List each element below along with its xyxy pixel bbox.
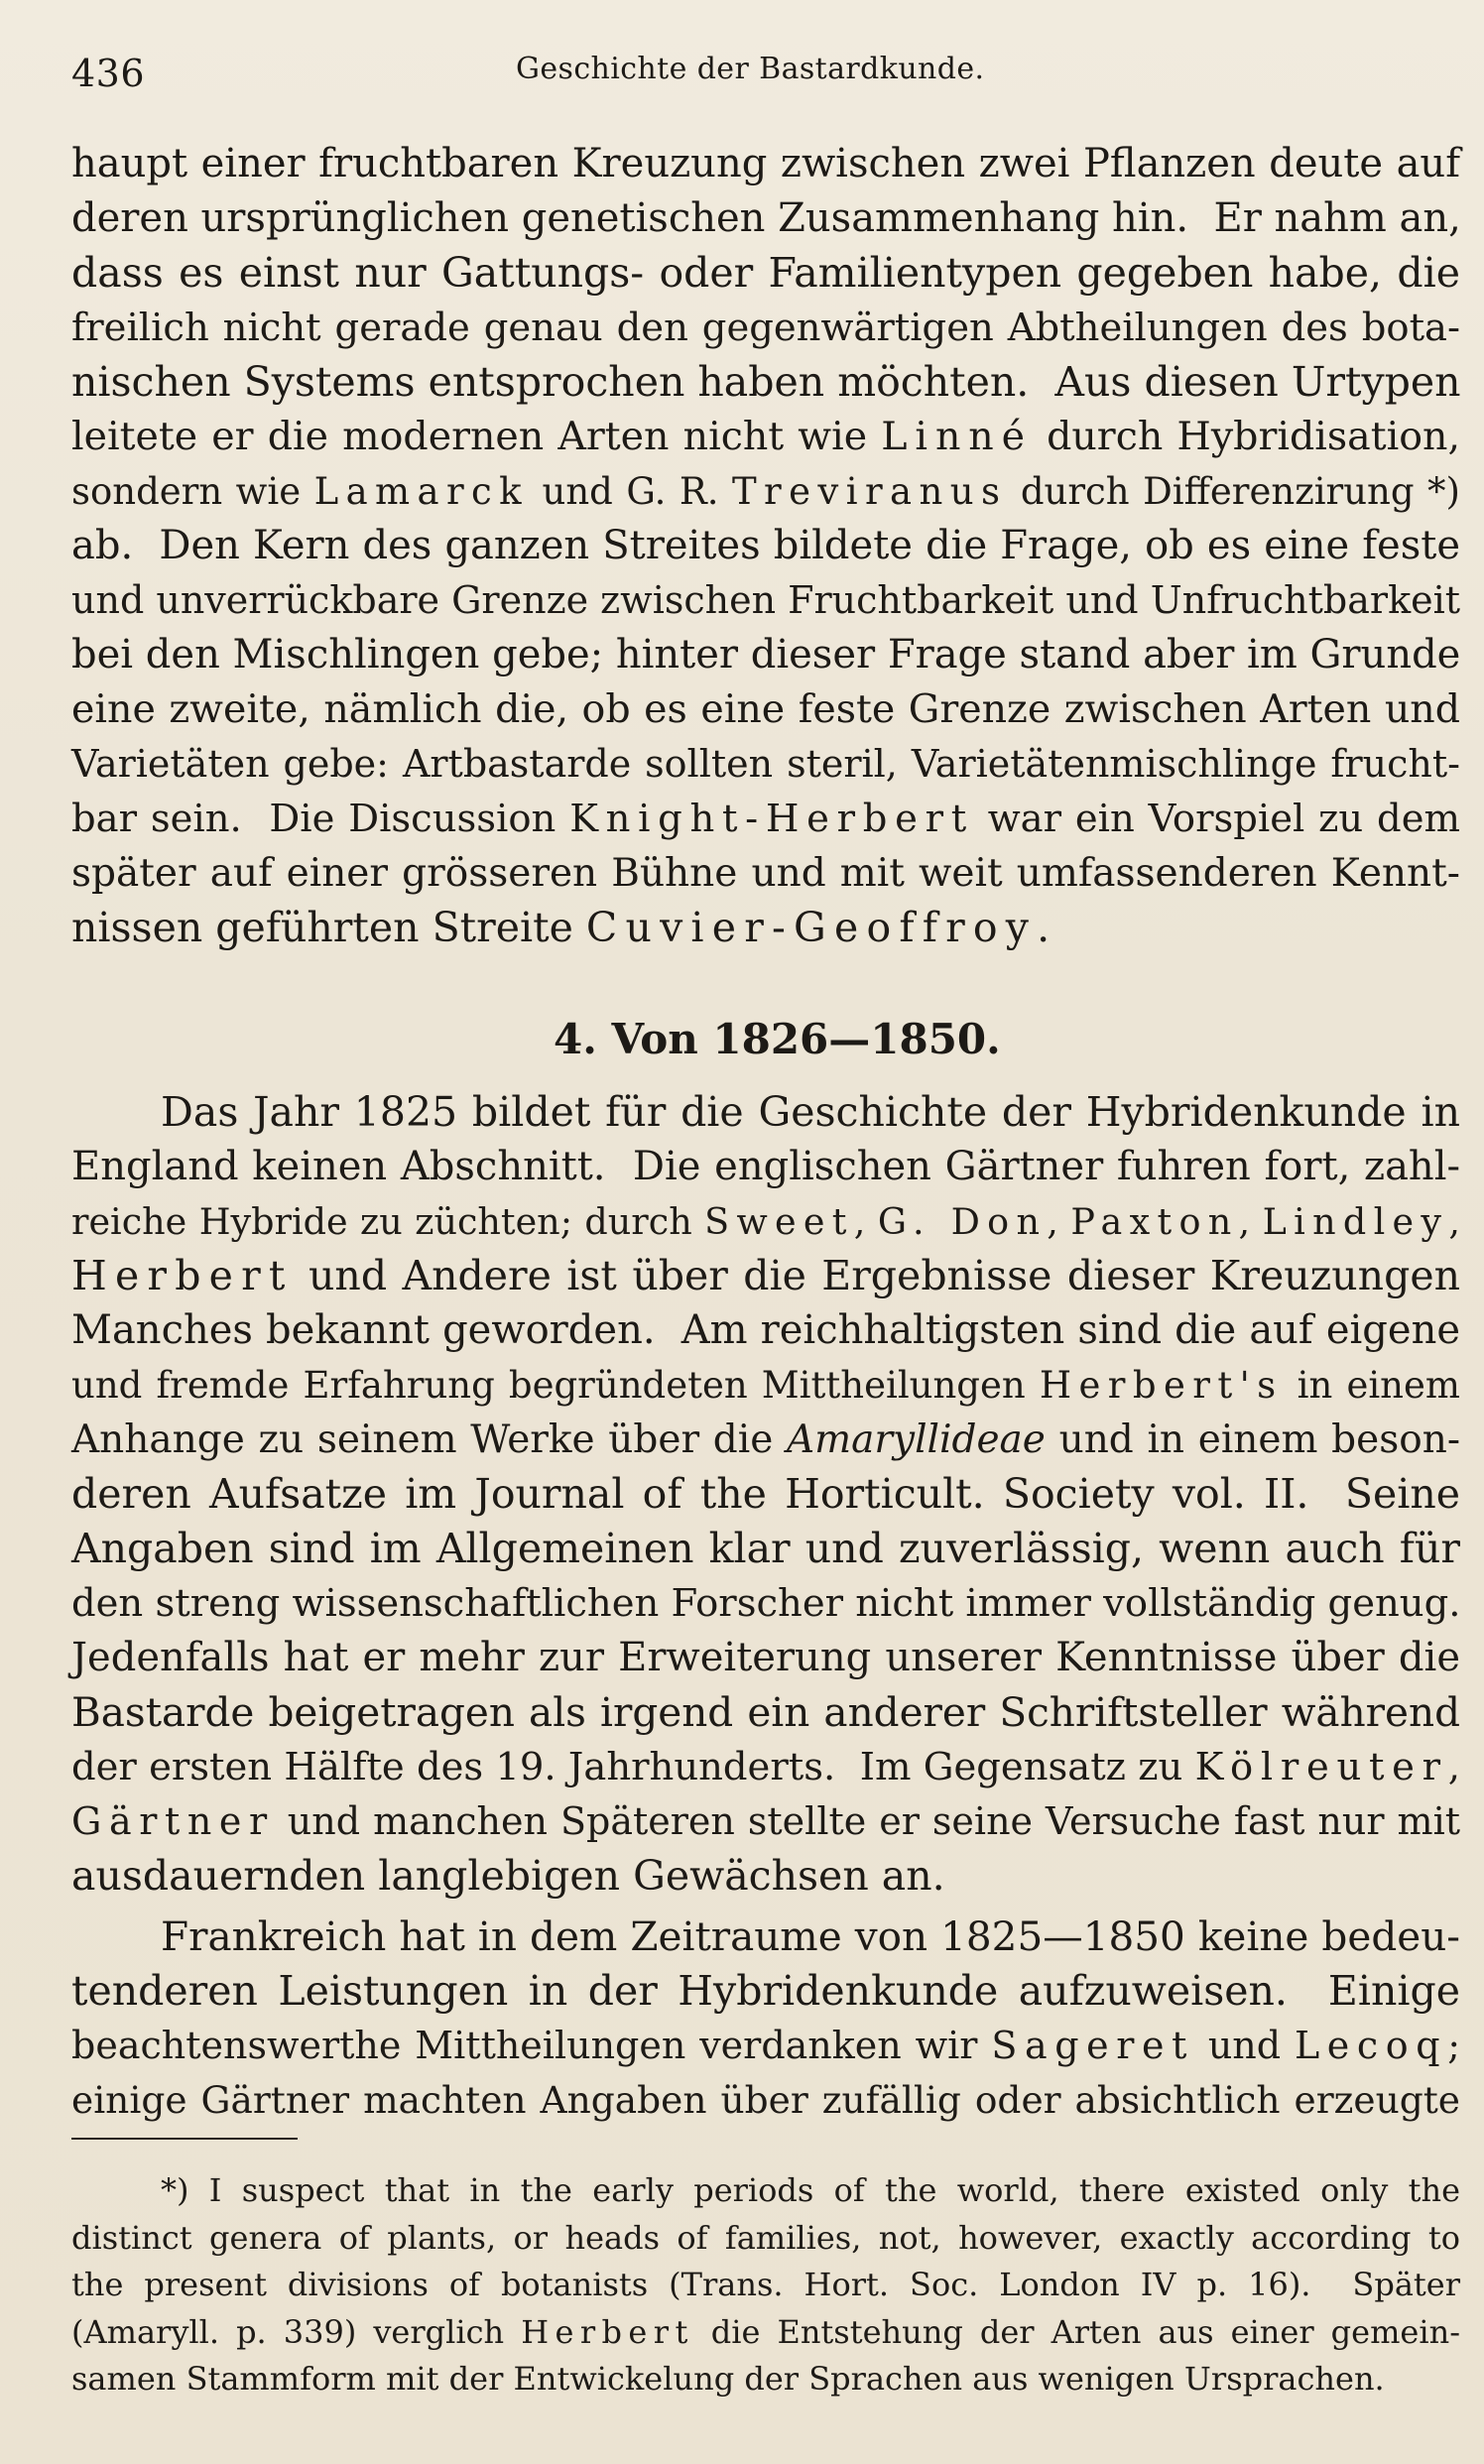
paragraph-1: [71, 137, 1460, 955]
text-line: tenderen Leistungen in der Hybridenkunde aufzuweisen. Einige: [71, 1967, 1460, 2015]
text-line: dass es einst nur Gattungs- oder Familientypen gegeben habe, die: [71, 249, 1460, 297]
text-line: später auf einer grösseren Bühne und mit weit umfassenderen Kennt-: [71, 851, 1460, 896]
footnote-line: (Amaryll. p. 339) verglich Herbert die Entstehung der Arten aus einer gemein-: [71, 2312, 1461, 2351]
text-line: freilich nicht gerade genau den gegenwärtigen Abtheilungen des bota-: [71, 306, 1460, 350]
person-name: Herbert: [71, 1252, 294, 1299]
text-line: sondern wie Lamarck und G. R. Treviranus durch Differenzirung *): [71, 470, 1460, 513]
footnote-line: *) I suspect that in the early periods of the world, there existed only the: [161, 2171, 1460, 2209]
text-line: und unverrückbare Grenze zwischen Fruchtbarkeit und Unfruchtbarkeit: [71, 578, 1461, 622]
section-heading: 4. Von 1826—1850.: [554, 1015, 1001, 1063]
text-line: Herbert und Andere ist über die Ergebnisse dieser Kreuzungen: [71, 1252, 1460, 1299]
person-name: Sageret: [991, 2024, 1194, 2067]
text-line: Manches bekannt geworden. Am reichhaltigsten sind die auf eigene: [71, 1307, 1460, 1353]
text-line: nischen Systems entsprochen haben möchten. Aus diesen Urtypen: [71, 358, 1461, 406]
paragraph-2: [71, 1085, 1460, 1904]
person-name: Lindley: [1262, 1200, 1449, 1243]
text-line: Frankreich hat in dem Zeitraume von 1825—1850 keine bedeu-: [161, 1912, 1460, 1960]
person-name: Lamarck: [313, 470, 529, 513]
page-header: [71, 52, 1440, 101]
text-line: Gärtner und manchen Späteren stellte er seine Versuche fast nur mit: [71, 1799, 1460, 1843]
text-line: den streng wissenschaftlichen Forscher nicht immer vollständig genug.: [71, 1581, 1461, 1626]
person-name: Lecoq: [1294, 2024, 1448, 2067]
person-name: G. Don: [877, 1200, 1048, 1243]
person-name: Kölreuter: [1194, 1745, 1448, 1789]
text-line: Bastarde beigetragen als irgend ein anderer Schriftsteller während: [71, 1688, 1460, 1736]
text-line: Anhange zu seinem Werke über die Amaryllideae und in einem beson-: [71, 1417, 1460, 1462]
text-line: Angaben sind im Allgemeinen klar und zuverlässig, wenn auch für: [71, 1525, 1460, 1572]
person-name: Herbert's: [1039, 1364, 1284, 1407]
text-line: und fremde Erfahrung begründeten Mittheilungen Herbert's in einem: [71, 1364, 1460, 1407]
text-line: beachtenswerthe Mittheilungen verdanken wir Sageret und Lecoq;: [71, 2024, 1460, 2067]
person-name: Sweet: [704, 1200, 854, 1243]
taxon-name: Amaryllideae: [787, 1417, 1046, 1462]
footnote-line: distinct genera of plants, or heads of families, not, however, exactly according to: [71, 2218, 1460, 2257]
text-line: bei den Mischlingen gebe; hinter dieser Frage stand aber im Grunde: [71, 632, 1461, 678]
text-line: ausdauernden langlebigen Gewächsen an.: [71, 1852, 945, 1900]
text-line: Varietäten gebe: Artbastarde sollten steril, Varietätenmischlinge frucht-: [71, 742, 1460, 786]
person-name: Treviranus: [731, 470, 1008, 513]
text-line: deren ursprünglichen genetischen Zusammenhang hin. Er nahm an,: [71, 195, 1461, 241]
person-name: Knight-Herbert: [569, 797, 974, 841]
text-line: eine zweite, nämlich die, ob es eine feste Grenze zwischen Arten und: [71, 686, 1460, 732]
text-line: Jedenfalls hat er mehr zur Erweiterung unserer Kenntnisse über die: [71, 1635, 1460, 1680]
text-line: der ersten Hälfte des 19. Jahrhunderts. Im Gegensatz zu Kölreuter,: [71, 1745, 1460, 1789]
footnote-line: the present divisions of botanists (Trans. Hort. Soc. London IV p. 16). Später: [71, 2266, 1460, 2303]
text-line: einige Gärtner machten Angaben über zufällig oder absichtlich erzeugte: [71, 2078, 1460, 2122]
footnote-divider: [71, 2138, 298, 2140]
footnote-line: samen Stammform mit der Entwickelung der Sprachen aus wenigen Ursprachen.: [71, 2360, 1385, 2398]
text-line: nissen geführten Streite Cuvier-Geoffroy.: [71, 904, 1051, 951]
text-line: England keinen Abschnitt. Die englischen Gärtner fuhren fort, zahl-: [71, 1144, 1460, 1189]
text-line: bar sein. Die Discussion Knight-Herbert war ein Vorspiel zu dem: [71, 797, 1460, 841]
text-line: haupt einer fruchtbaren Kreuzung zwischen zwei Pflanzen deute auf: [71, 141, 1460, 186]
person-name: Herbert: [521, 2312, 694, 2351]
text-line: deren Aufsatze im Journal of the Horticult. Society vol. II. Seine: [71, 1470, 1460, 1518]
text-line: ab. Den Kern des ganzen Streites bildete die Frage, ob es eine feste: [71, 523, 1460, 568]
text-line: reiche Hybride zu züchten; durch Sweet, G. Don, Paxton, Lindley,: [71, 1200, 1460, 1243]
person-name: Paxton: [1070, 1200, 1239, 1243]
running-title: Geschichte der Bastardkunde.: [516, 52, 985, 86]
person-name: Gärtner: [71, 1799, 275, 1843]
page-number: 436: [71, 52, 146, 95]
person-name: Cuvier-Geoffroy: [585, 904, 1038, 951]
footnote: [71, 2167, 1460, 2403]
text-line: Das Jahr 1825 bildet für die Geschichte der Hybridenkunde in: [161, 1088, 1460, 1136]
paragraph-3: [71, 1910, 1460, 2128]
person-name: Linné: [881, 414, 1033, 459]
text-line: leitete er die modernen Arten nicht wie Linné durch Hybridisation,: [71, 414, 1460, 459]
